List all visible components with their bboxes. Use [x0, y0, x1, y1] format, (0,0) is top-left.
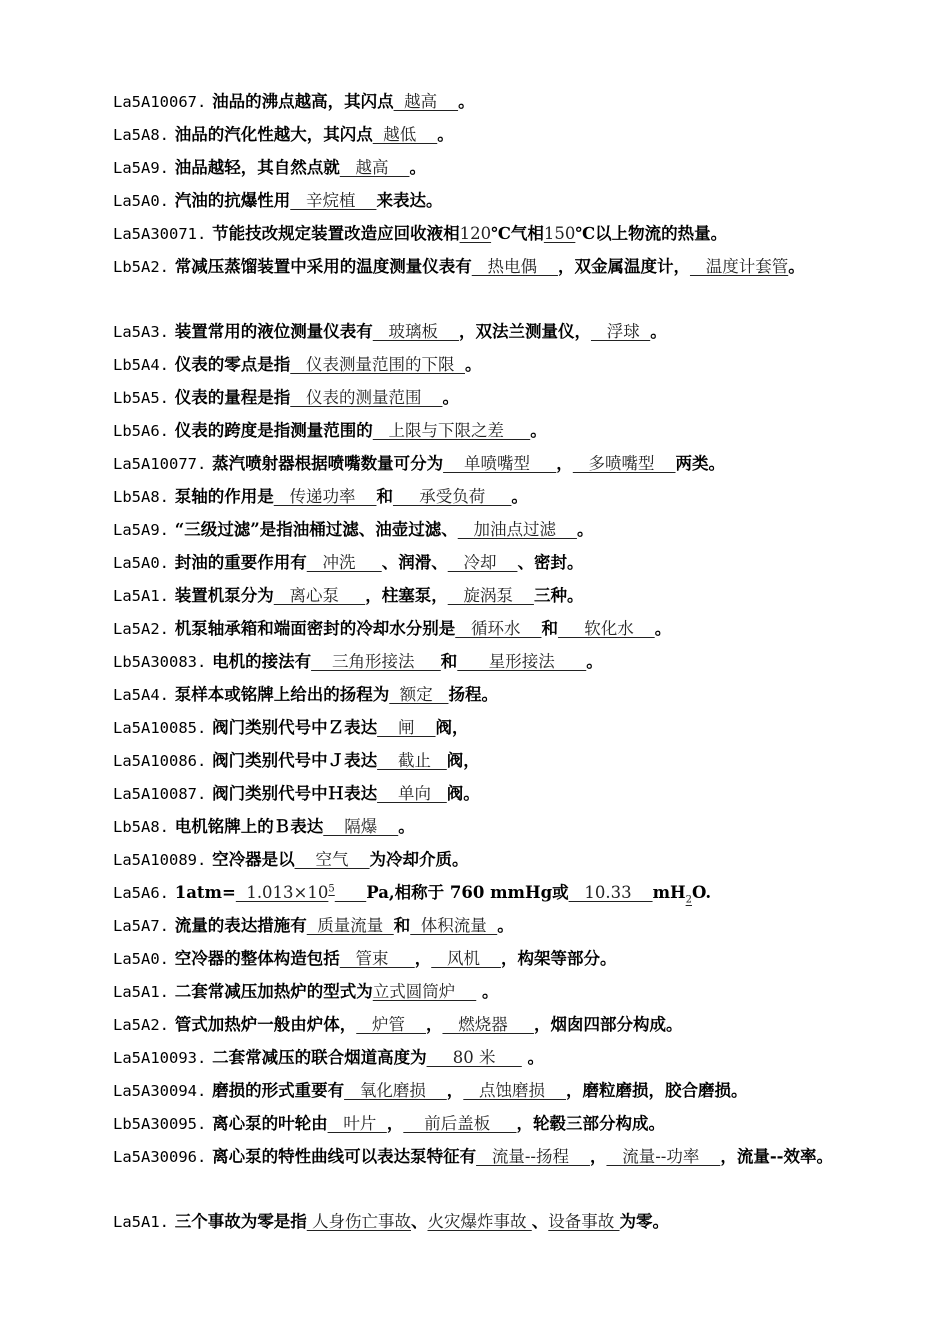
answer-blank: 仪表的测量范围: [290, 388, 443, 407]
question-line: [113, 943, 843, 976]
question-text: 、润滑、: [381, 553, 448, 572]
question-line: [113, 613, 843, 646]
question-text: 离心泵的叶轮由: [212, 1114, 328, 1133]
question-line: [113, 86, 843, 119]
question-text: ，: [589, 1147, 607, 1166]
question-text: ，: [556, 454, 573, 473]
question-text: 为冷却介质。: [369, 850, 469, 869]
answer-blank: 流量--功率: [606, 1147, 721, 1166]
question-code: Lb5A4.: [113, 356, 169, 374]
question-text: ，: [446, 1081, 464, 1100]
question-line: [113, 976, 843, 1009]
question-code: La5A2.: [113, 1016, 169, 1034]
question-code: La5A10087.: [113, 785, 207, 803]
question-text: ，柱塞泵，: [365, 586, 448, 605]
question-code: La5A10067.: [113, 93, 207, 111]
question-line: [113, 251, 848, 284]
question-text: ，构架等部分。: [500, 949, 617, 968]
answer-blank: 传递功率: [273, 487, 377, 506]
question-text: ，: [425, 1015, 443, 1034]
question-text: 仪表的量程是指: [174, 388, 291, 407]
answer-blank: [335, 883, 366, 902]
question-text: 蒸汽喷射器根据喷嘴数量可分为: [212, 454, 444, 473]
question-text: 。: [511, 487, 528, 506]
question-text: ℃气相: [491, 224, 544, 243]
question-text: ，流量--效率。: [720, 1147, 834, 1166]
question-line: [113, 646, 843, 679]
question-code: La5A10077.: [113, 455, 207, 473]
question-text: 二套常减压的联合烟道高度为: [212, 1048, 427, 1067]
question-text: 。: [476, 982, 499, 1001]
question-text: 装置常用的液位测量仪表有: [174, 322, 373, 341]
answer-blank: 三角形接法: [311, 652, 441, 671]
question-text: 离心泵的特性曲线可以表达泵特征有: [212, 1147, 477, 1166]
question-text: 、: [531, 1212, 549, 1231]
question-text: 。: [458, 92, 475, 111]
question-code: La5A7.: [113, 917, 169, 935]
question-text: 、: [411, 1212, 428, 1231]
question-code: La5A10085.: [113, 719, 207, 737]
question-text: ，轮毂三部分构成。: [516, 1114, 666, 1133]
question-line: [113, 778, 843, 811]
question-text: 电机铭牌上的Ｂ表达: [174, 817, 324, 836]
question-text: 电机的接法有: [212, 652, 312, 671]
answer-blank: 立式圆筒炉: [372, 982, 477, 1001]
answer-blank: 氧化磨损: [344, 1081, 447, 1100]
question-text: 。: [654, 619, 672, 638]
question-text: ，: [414, 949, 432, 968]
question-code: La5A6.: [113, 884, 169, 902]
question-text: 为零。: [619, 1212, 669, 1231]
question-line: [113, 1009, 843, 1042]
question-text: ，烟囱四部分构成。: [533, 1015, 683, 1034]
answer-blank: 质量流量: [306, 916, 394, 935]
question-text: 三种。: [533, 586, 584, 605]
question-text: 泵样本或铭牌上给出的扬程为: [174, 685, 390, 704]
question-line: [113, 514, 843, 547]
question-text: 。: [409, 158, 426, 177]
answer-blank: 加油点过滤: [457, 520, 577, 539]
question-code: Lb5A2.: [113, 258, 169, 276]
answer-blank: 设备事故: [548, 1212, 620, 1231]
question-code: Lb5A30095.: [113, 1115, 207, 1133]
question-text: 。: [437, 125, 454, 144]
answer-blank: 冷却: [447, 553, 518, 572]
question-text: O.: [692, 883, 712, 902]
question-text: 油品越轻，其自然点就: [174, 158, 340, 177]
answer-blank: 150: [543, 224, 576, 243]
answer-blank: 玻璃板: [372, 322, 459, 341]
question-text: 阀，: [446, 751, 480, 770]
subscript: 2: [685, 894, 692, 906]
question-line: [113, 679, 843, 712]
answer-blank: 80 米: [426, 1048, 522, 1067]
answer-blank: 越高: [339, 158, 410, 177]
answer-blank: 软化水: [557, 619, 655, 638]
answer-blank: 管束: [339, 949, 415, 968]
question-text: 仪表的零点是指: [174, 355, 291, 374]
question-text: 阀门类别代号中Ｊ表达: [212, 751, 378, 770]
question-text: Pa,相称于 760 mmHg或: [366, 883, 569, 902]
answer-blank: 热电偶: [471, 257, 558, 276]
answer-blank: 单喷嘴型: [443, 454, 557, 473]
question-text: 。: [398, 817, 415, 836]
answer-blank: 越低: [372, 125, 438, 144]
question-line: [113, 1042, 843, 1075]
question-line: [113, 349, 843, 382]
answer-blank: 冲洗: [306, 553, 382, 572]
answer-blank: 截止: [377, 751, 447, 770]
question-line: [113, 415, 843, 448]
answer-blank: 叶片: [327, 1114, 387, 1133]
question-code: La5A0.: [113, 192, 169, 210]
question-text: 空冷器是以: [212, 850, 295, 869]
question-text: ，双法兰测量仪，: [458, 322, 591, 341]
question-text: ，磨粒磨损，胶合磨损。: [566, 1081, 748, 1100]
question-text: 二套常减压加热炉的型式为: [174, 982, 373, 1001]
answer-blank: 前后盖板: [403, 1114, 517, 1133]
question-text: 流量的表达措施有: [174, 916, 307, 935]
superscript: 5: [328, 883, 335, 895]
question-code: Lb5A8.: [113, 488, 169, 506]
question-code: La5A10093.: [113, 1049, 207, 1067]
question-text: 阀门类别代号中Ｈ表达: [212, 784, 378, 803]
answer-blank: 点蚀磨损: [463, 1081, 567, 1100]
question-text: 常减压蒸馏装置中采用的温度测量仪表有: [174, 257, 472, 276]
question-code: La5A4.: [113, 686, 169, 704]
answer-blank: 温度计套管: [689, 257, 789, 276]
question-text: 。: [576, 520, 594, 539]
question-text: 和: [376, 487, 393, 506]
question-text: 和: [393, 916, 411, 935]
question-code: La5A1.: [113, 983, 169, 1001]
question-text: 。: [521, 1048, 545, 1067]
question-code: Lb5A5.: [113, 389, 169, 407]
answer-blank: 离心泵: [273, 586, 366, 605]
question-text: 节能技改规定装置改造应回收液相: [212, 224, 460, 243]
question-text: 汽油的抗爆性用: [174, 191, 291, 210]
question-line: [113, 1108, 843, 1141]
question-text: 。: [464, 355, 482, 374]
question-line: [113, 218, 843, 251]
question-text: 磨损的形式重要有: [212, 1081, 345, 1100]
answer-blank: 额定: [389, 685, 449, 704]
question-code: La5A30071.: [113, 225, 207, 243]
question-text: 。: [650, 322, 667, 341]
question-text: 封油的重要作用有: [174, 553, 307, 572]
answer-blank: 上限与下限之差: [372, 421, 531, 440]
answer-blank: 体积流量: [410, 916, 498, 935]
answer-blank: 1.013×10: [235, 883, 329, 902]
question-line: [113, 1141, 848, 1174]
question-line: [113, 745, 843, 778]
question-text: 扬程。: [448, 685, 498, 704]
question-text: 。: [788, 257, 805, 276]
question-text: mH: [652, 883, 686, 902]
answer-blank: 人身伤亡事故: [306, 1212, 411, 1231]
answer-blank: 120: [459, 224, 492, 243]
question-code: La5A9.: [113, 521, 169, 539]
question-code: La5A1.: [113, 587, 169, 605]
question-line: [113, 547, 843, 580]
answer-blank: 浮球: [590, 322, 651, 341]
question-text: 仪表的跨度是指测量范围的: [174, 421, 373, 440]
question-code: La5A30096.: [113, 1148, 207, 1166]
question-text: 油品的汽化性越大，其闪点: [174, 125, 373, 144]
answer-blank: 流量--扬程: [476, 1147, 590, 1166]
question-line: [113, 119, 843, 152]
question-line: [113, 844, 843, 877]
question-text: ，: [386, 1114, 404, 1133]
answer-blank: 10.33: [568, 883, 653, 902]
question-code: La5A10086.: [113, 752, 207, 770]
question-text: 泵轴的作用是: [174, 487, 274, 506]
question-code: Lb5A30083.: [113, 653, 207, 671]
answer-blank: 辛烷植: [290, 191, 377, 210]
answer-blank: 旋涡泵: [447, 586, 534, 605]
question-text: 阀，: [435, 718, 469, 737]
question-code: La5A30094.: [113, 1082, 207, 1100]
answer-blank: 空气: [294, 850, 370, 869]
question-line: [113, 185, 843, 218]
question-text: ℃以上物流的热量。: [575, 224, 728, 243]
answer-blank: 炉管: [356, 1015, 426, 1034]
question-line: [113, 877, 843, 910]
question-text: 空冷器的整体构造包括: [174, 949, 340, 968]
question-text: 阀。: [446, 784, 480, 803]
question-text: 1atm=: [174, 883, 236, 902]
question-line: [113, 580, 843, 613]
question-text: 管式加热炉一般由炉体，: [174, 1015, 357, 1034]
answer-blank: 多喷嘴型: [572, 454, 676, 473]
answer-blank: 承受负荷: [392, 487, 512, 506]
question-code: Lb5A8.: [113, 818, 169, 836]
question-text: 。: [442, 388, 459, 407]
question-text: 。: [586, 652, 603, 671]
question-line: [113, 910, 843, 943]
question-text: ，双金属温度计，: [557, 257, 690, 276]
question-code: La5A2.: [113, 620, 169, 638]
question-line: [113, 448, 843, 481]
answer-blank: 星形接法: [457, 652, 587, 671]
question-text: 。: [530, 421, 547, 440]
answer-blank: 仪表测量范围的下限: [290, 355, 465, 374]
question-line: [113, 152, 843, 185]
question-code: La5A9.: [113, 159, 169, 177]
question-line: [113, 712, 843, 745]
answer-blank: 风机: [431, 949, 501, 968]
question-text: 和: [541, 619, 558, 638]
question-text: “三级过滤”是指油桶过滤、油壶过滤、: [174, 520, 458, 539]
question-text: 和: [440, 652, 458, 671]
question-code: La5A0.: [113, 950, 169, 968]
question-line: [113, 811, 843, 844]
question-text: 、密封。: [517, 553, 584, 572]
question-text: 油品的沸点越高，其闪点: [212, 92, 394, 111]
answer-blank: 燃烧器: [442, 1015, 534, 1034]
answer-blank: 隔爆: [323, 817, 399, 836]
question-text: 。: [497, 916, 514, 935]
answer-blank: 单向: [377, 784, 447, 803]
question-code: La5A0.: [113, 554, 169, 572]
question-line: [113, 316, 843, 349]
question-line: [113, 382, 843, 415]
answer-blank: 闸: [377, 718, 436, 737]
answer-blank: 循环水: [455, 619, 542, 638]
question-text: 三个事故为零是指: [174, 1212, 307, 1231]
answer-blank: 越高: [393, 92, 459, 111]
question-text: 机泵轴承箱和端面密封的冷却水分别是: [174, 619, 456, 638]
question-code: La5A3.: [113, 323, 169, 341]
question-code: La5A8.: [113, 126, 169, 144]
question-code: La5A1.: [113, 1213, 169, 1231]
answer-blank: 火灾爆炸事故: [427, 1212, 532, 1231]
question-code: Lb5A6.: [113, 422, 169, 440]
question-line: [113, 481, 843, 514]
question-text: 两类。: [675, 454, 726, 473]
question-code: La5A10089.: [113, 851, 207, 869]
question-line: [113, 1206, 843, 1239]
question-text: 来表达。: [376, 191, 443, 210]
question-line: [113, 1075, 843, 1108]
question-text: 阀门类别代号中Ｚ表达: [212, 718, 378, 737]
question-text: 装置机泵分为: [174, 586, 274, 605]
